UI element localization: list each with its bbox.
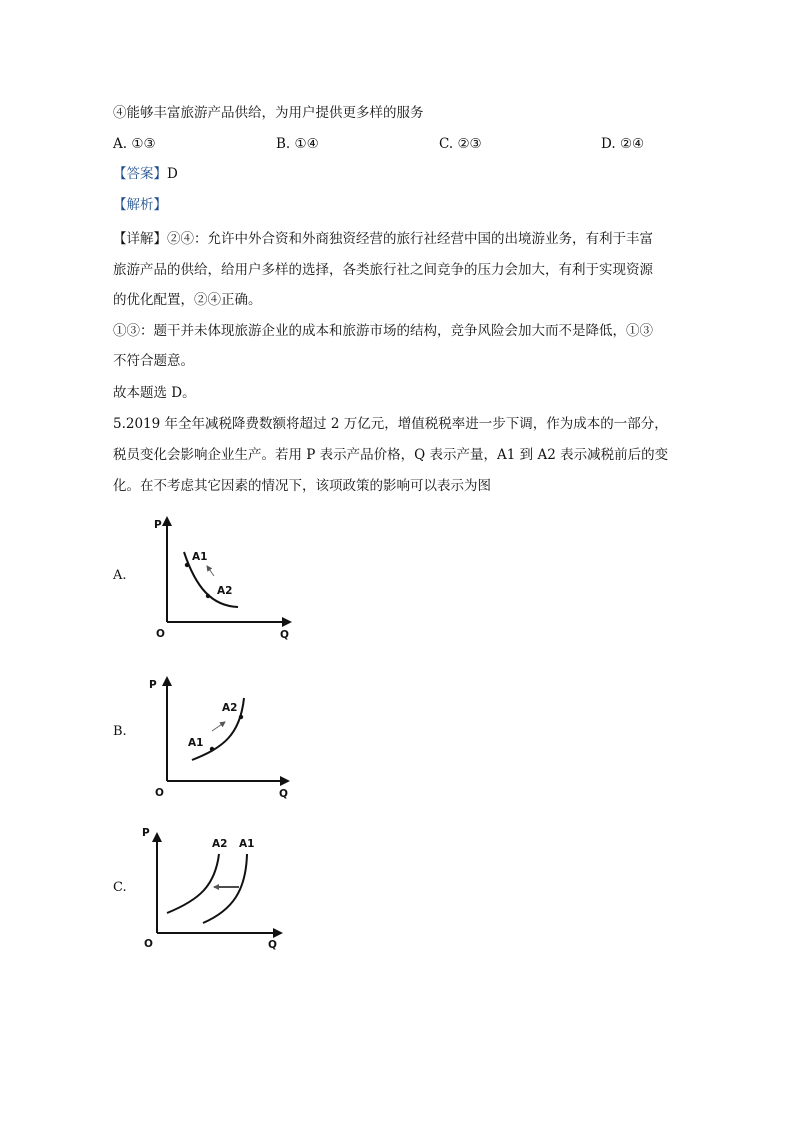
detail-line-2: 旅游产品的供给，给用户多样的选择，各类旅行社之间竞争的压力会加大，有利于实现资源 (113, 262, 653, 278)
point-a1-label: A1 (188, 737, 204, 749)
point-a2-label: A2 (217, 585, 233, 597)
graph-b-option-label[interactable]: B. (113, 724, 127, 739)
point-a1-label: A1 (192, 551, 208, 563)
analysis-tag: 【解析】 (113, 197, 167, 213)
origin-label: O (144, 938, 153, 950)
option-letter: B. (276, 136, 291, 152)
origin-label: O (155, 787, 164, 799)
y-axis-label: P (154, 519, 162, 531)
x-axis-label: Q (279, 788, 288, 800)
option-text: ①③ (131, 136, 156, 152)
detail-text: ②④：允许中外合资和外商独资经营的旅行社经营中国的出境游业务，有利于丰富 (167, 231, 653, 247)
answer-option-c[interactable] (439, 134, 482, 154)
x-axis-label: Q (268, 939, 277, 951)
y-axis-label: P (142, 827, 150, 839)
answer-option-d[interactable] (601, 134, 644, 154)
answer-option-b[interactable] (276, 134, 319, 154)
curve-a1 (203, 854, 247, 923)
answer-tag: 【答案】 (113, 166, 167, 182)
option-4-text: ④能够丰富旅游产品供给，为用户提供更多样的服务 (113, 105, 424, 121)
point-a2 (239, 715, 243, 719)
graph-b (140, 670, 310, 805)
y-axis-label: P (149, 679, 157, 691)
graph-a-option-label[interactable]: A. (113, 568, 127, 583)
point-a2-label: A2 (222, 702, 238, 714)
answer-value: D (167, 166, 178, 182)
option-text: ②③ (457, 136, 482, 152)
detail-line-3: 的优化配置，②④正确。 (113, 292, 262, 308)
curve-a2-label: A2 (212, 838, 228, 850)
point-a2 (206, 594, 210, 598)
detail-line-4: ①③：题干并未体现旅游企业的成本和旅游市场的结构，竞争风险会加大而不是降低，①③ (113, 323, 653, 339)
option-text: ②④ (619, 136, 645, 152)
question-5-line-2: 税员变化会影响企业生产。若用 P 表示产品价格，Q 表示产量，A1 到 A2 表示减税前后的变 (113, 447, 669, 463)
graph-c (135, 822, 305, 957)
option-text: ①④ (294, 136, 319, 152)
curve-a1-label: A1 (239, 838, 255, 850)
point-a1 (185, 563, 189, 567)
detail-line-6: 故本题选 D。 (113, 385, 196, 401)
question-5-line-1: 5.2019 年全年减税降费数额将超过 2 万亿元，增值税税率进一步下调，作为成本的一部分， (113, 416, 668, 432)
detail-line-5: 不符合题意。 (113, 353, 194, 369)
x-axis-label: Q (280, 629, 289, 641)
shift-arrow (212, 722, 225, 731)
origin-label: O (156, 628, 165, 640)
curve-a2 (167, 854, 219, 913)
detail-tag: 【详解】 (113, 231, 167, 247)
answer-line (113, 164, 178, 184)
option-letter: A. (113, 136, 128, 152)
shift-arrow (207, 566, 214, 576)
graph-a (140, 510, 310, 645)
option-letter: C. (439, 136, 454, 152)
detail-line-1 (113, 229, 653, 249)
graph-c-option-label[interactable]: C. (113, 880, 127, 895)
point-a1 (210, 747, 214, 751)
question-5-line-3: 化。在不考虑其它因素的情况下，该项政策的影响可以表示为图 (113, 478, 491, 494)
option-letter: D. (601, 136, 616, 152)
answer-option-a[interactable] (113, 134, 156, 154)
